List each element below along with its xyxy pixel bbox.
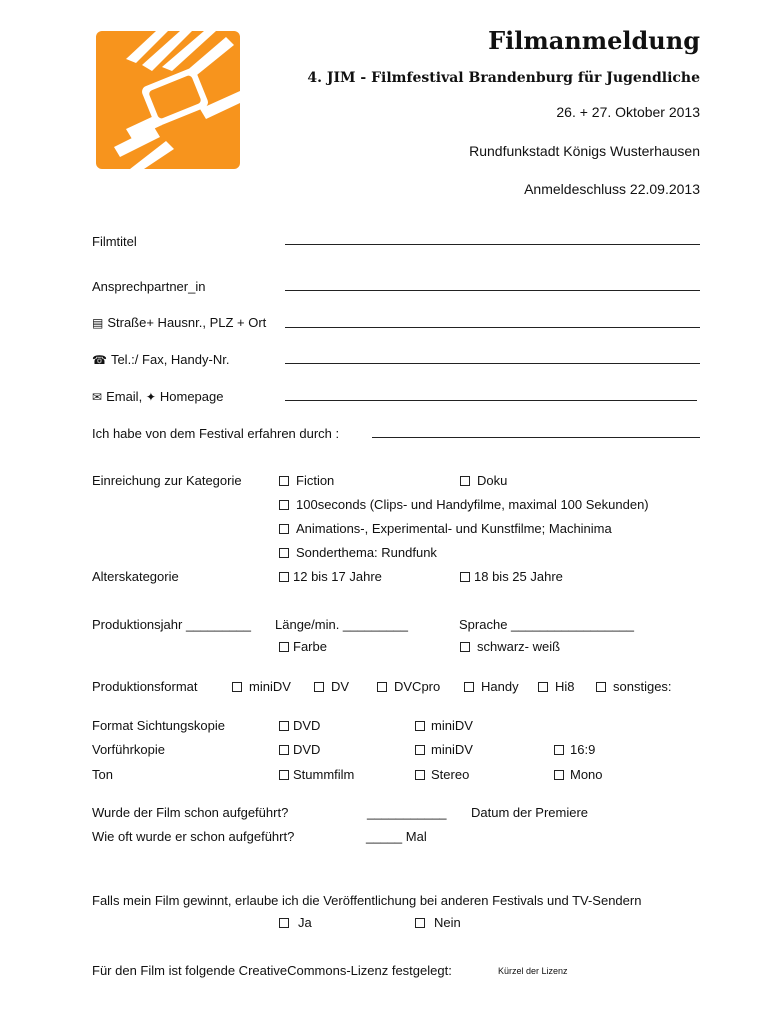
checkbox-farbe[interactable]: Farbe [279,639,327,654]
mouse-icon: ✦ [145,390,156,404]
checkbox-schwarz-weiss[interactable]: schwarz- weiß [460,639,560,654]
premiere-date-field[interactable]: ___________ [367,805,447,820]
ansprechpartner-field[interactable] [285,290,700,291]
checkbox-format-dvcpro[interactable]: DVCpro [377,679,440,694]
checkbox-icon[interactable] [279,548,289,558]
filmtitel-label: Filmtitel [92,234,137,249]
laenge-field[interactable]: Länge/min. _________ [275,617,409,632]
checkbox-icon[interactable] [460,642,470,652]
produktionsformat-label: Produktionsformat [92,679,198,694]
checkbox-sichtung-minidv[interactable]: miniDV [415,718,473,733]
festival-name: 4. JIM - Filmfestival Brandenburg für Jugendliche [307,70,700,86]
checkbox-icon[interactable] [460,572,470,582]
phone-field[interactable] [285,363,700,364]
premiere-label: Datum der Premiere [471,805,589,820]
email-homepage-label: ✉ Email, ✦ Homepage [92,389,224,404]
checkbox-icon[interactable] [596,682,606,692]
lizenz-text: Für den Film ist folgende CreativeCommons-Lizenz festgelegt: [92,963,452,978]
festival-location: Rundfunkstadt Königs Wusterhausen [469,143,700,159]
produktionsjahr-field[interactable]: Produktionsjahr _________ [92,617,252,632]
checkbox-ton-mono[interactable]: Mono [554,767,603,782]
sprache-field[interactable]: Sprache _________________ [459,617,634,632]
email-homepage-field[interactable] [285,400,697,401]
checkbox-ton-stereo[interactable]: Stereo [415,767,469,782]
checkbox-icon[interactable] [538,682,548,692]
checkbox-icon[interactable] [554,770,564,780]
envelope-icon: ✉ [92,390,103,404]
checkbox-format-dv[interactable]: DV [314,679,349,694]
auffuehrung-count-question: Wie oft wurde er schon aufgeführt? [92,829,295,844]
checkbox-format-handy[interactable]: Handy [464,679,519,694]
alterskategorie-label: Alterskategorie [92,569,179,584]
checkbox-ton-stummfilm[interactable]: Stummfilm [279,767,354,782]
auffuehrung-count-field[interactable]: _____ Mal [366,829,427,844]
checkbox-doku[interactable]: Doku [460,473,507,488]
checkbox-animation[interactable]: Animations-, Experimental- und Kunstfilme; Machinima [279,521,612,536]
lizenz-kuerzel-field[interactable]: Kürzel der Lizenz [498,966,568,976]
checkbox-icon[interactable] [415,918,425,928]
address-field[interactable] [285,327,700,328]
checkbox-format-hi8[interactable]: Hi8 [538,679,575,694]
checkbox-icon[interactable] [279,770,289,780]
kategorie-label: Einreichung zur Kategorie [92,473,242,488]
page-title: Filmanmeldung [488,26,700,55]
address-card-icon: ▤ [92,316,104,330]
checkbox-icon[interactable] [415,745,425,755]
sichtungskopie-label: Format Sichtungskopie [92,718,225,733]
checkbox-icon[interactable] [377,682,387,692]
checkbox-100seconds[interactable]: 100seconds (Clips- und Handyfilme, maximal 100 Sekunden) [279,497,649,512]
checkbox-age-12-17[interactable]: 12 bis 17 Jahre [279,569,382,584]
checkbox-vorfuehr-minidv[interactable]: miniDV [415,742,473,757]
festival-date: 26. + 27. Oktober 2013 [556,104,700,120]
checkbox-icon[interactable] [415,721,425,731]
source-field[interactable] [372,437,700,438]
auffuehrung-question: Wurde der Film schon aufgeführt? [92,805,289,820]
veroeffentlichung-text: Falls mein Film gewinnt, erlaube ich die Veröffentlichung bei anderen Festivals und TV-Sendern [92,893,642,908]
checkbox-icon[interactable] [279,524,289,534]
checkbox-icon[interactable] [279,642,289,652]
source-label: Ich habe von dem Festival erfahren durch : [92,426,340,441]
checkbox-icon[interactable] [464,682,474,692]
address-label: ▤ Straße+ Hausnr., PLZ + Ort [92,315,267,330]
checkbox-icon[interactable] [415,770,425,780]
filmtitel-field[interactable] [285,244,700,245]
checkbox-ja[interactable]: Ja [279,915,312,930]
telephone-icon: ☎ [92,353,107,367]
checkbox-icon[interactable] [554,745,564,755]
phone-label: ☎ Tel.:/ Fax, Handy-Nr. [92,352,230,367]
ansprechpartner-label: Ansprechpartner_in [92,279,206,294]
checkbox-format-sonstiges[interactable]: sonstiges: [596,679,672,694]
checkbox-icon[interactable] [279,918,289,928]
checkbox-icon[interactable] [279,721,289,731]
checkbox-sonderthema[interactable]: Sonderthema: Rundfunk [279,545,437,560]
ton-label: Ton [92,767,113,782]
checkbox-icon[interactable] [314,682,324,692]
checkbox-nein[interactable]: Nein [415,915,461,930]
festival-logo [96,31,240,169]
checkbox-sichtung-dvd[interactable]: DVD [279,718,320,733]
checkbox-icon[interactable] [279,476,289,486]
checkbox-icon[interactable] [279,572,289,582]
registration-deadline: Anmeldeschluss 22.09.2013 [524,181,700,197]
checkbox-age-18-25[interactable]: 18 bis 25 Jahre [460,569,563,584]
checkbox-vorfuehr-dvd[interactable]: DVD [279,742,320,757]
checkbox-format-minidv[interactable]: miniDV [232,679,291,694]
checkbox-icon[interactable] [279,500,289,510]
checkbox-vorfuehr-16-9[interactable]: 16:9 [554,742,595,757]
checkbox-icon[interactable] [279,745,289,755]
checkbox-icon[interactable] [460,476,470,486]
checkbox-icon[interactable] [232,682,242,692]
vorfuehrkopie-label: Vorführkopie [92,742,165,757]
checkbox-fiction[interactable]: Fiction [279,473,334,488]
